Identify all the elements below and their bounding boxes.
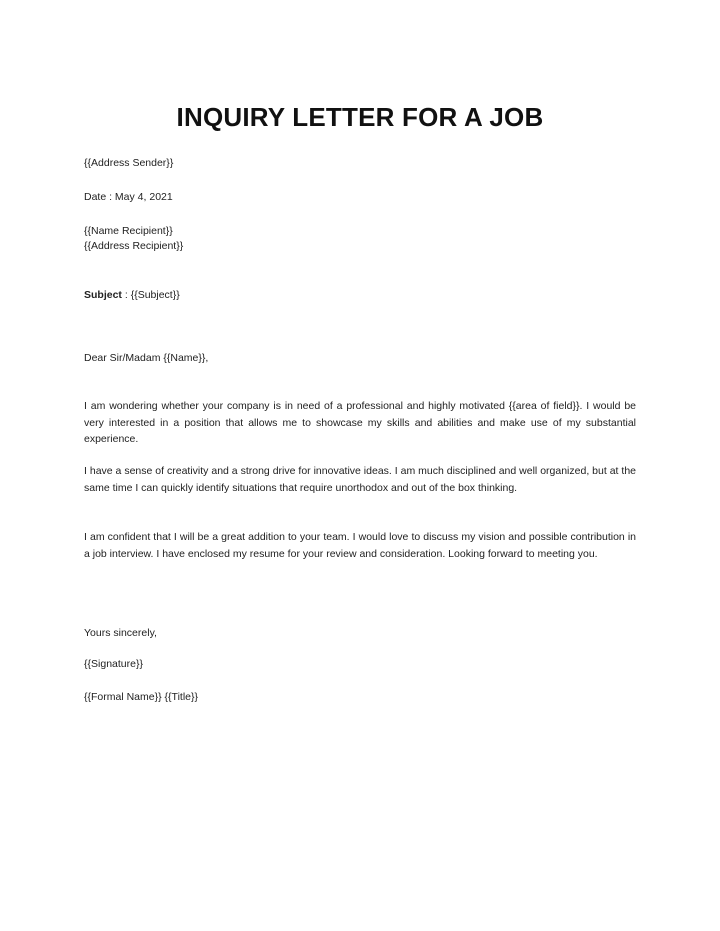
signature-placeholder: {{Signature}} [84,658,143,670]
subject-value: : {{Subject}} [121,289,180,301]
subject-line [84,288,180,303]
recipient-address: {{Address Recipient}} [84,240,184,252]
sender-address: {{Address Sender}} [84,157,174,169]
body-paragraph-2: I have a sense of creativity and a strong drive for innovative ideas. I am much disciplined and well organized, but at the same time I can quickly identify situations that require unorthodox and out of the box thinking. [84,465,636,494]
body-paragraph-1: I am wondering whether your company is in need of a professional and highly motivated {{area of field}}. I would be very interested in a position that allows me to showcase my skills and abilities and make use of my substantial experience. [84,400,636,445]
subject-label: Subject [84,289,122,301]
recipient-name: {{Name Recipient}} [84,225,173,237]
formal-name-title: {{Formal Name}} {{Title}} [84,691,199,703]
greeting: Dear Sir/Madam {{Name}}, [84,352,209,364]
letter-title: INQUIRY LETTER FOR A JOB [176,102,544,132]
closing: Yours sincerely, [84,627,157,639]
body-paragraph-3: I am confident that I will be a great addition to your team. I would love to discuss my vision and possible contribution in a job interview. I have enclosed my resume for your review and consideration. Looking forward to meeting you. [84,531,636,560]
date-line: Date : May 4, 2021 [84,191,173,203]
